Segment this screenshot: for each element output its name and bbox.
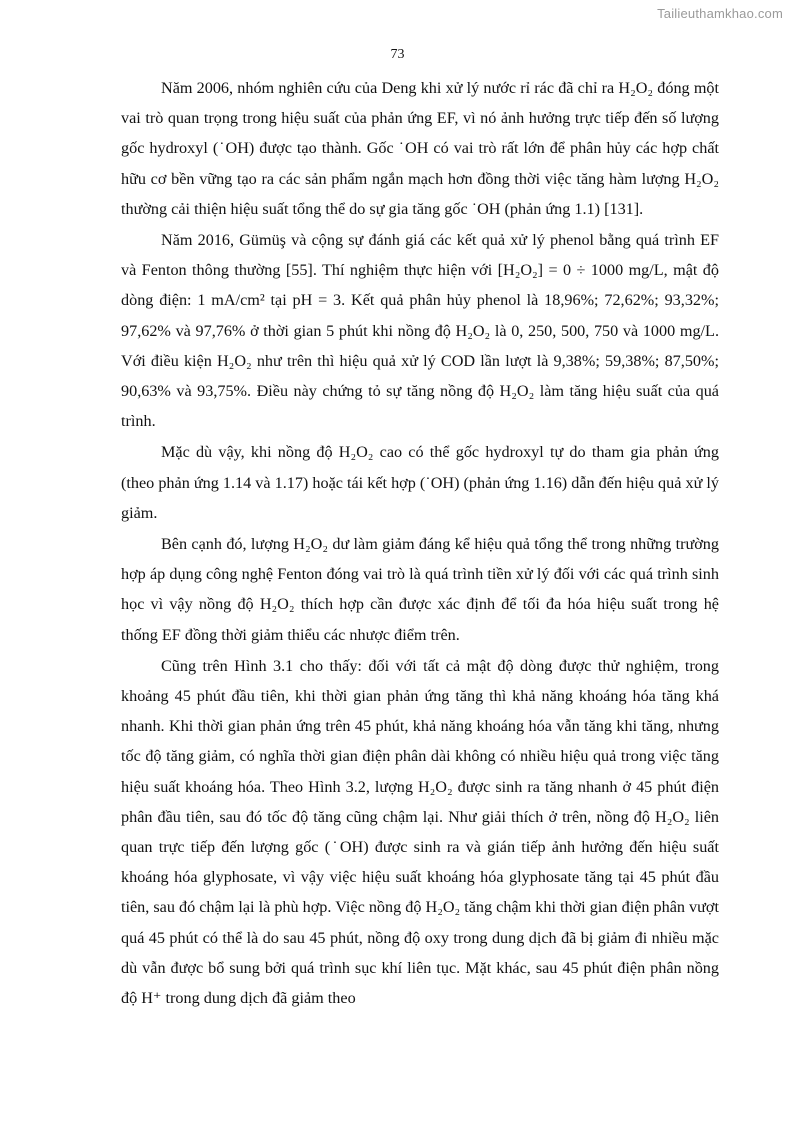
paragraph-figure-discussion: Cũng trên Hình 3.1 cho thấy: đối với tất cả mật độ dòng được thử nghiệm, trong khoảng 45 phút đầu tiên, khi thời gian phản ứng tăng thì khả năng khoáng hóa tăng khá nhanh. Khi thời gian phản ứng trên 45 phút, khả năng khoáng hóa vẫn tăng khi tăng, nhưng tốc độ tăng giảm, có nghĩa thời gian điện phân dài không có nhiều hiệu quả trong việc tăng hiệu suất khoáng hóa. Theo Hình 3.2, lượng H₂O₂ được sinh ra tăng nhanh ở 45 phút điện phân đầu tiên, sau đó tốc độ tăng cũng chậm lại. Như giải thích ở trên, nồng độ H₂O₂ liên quan trực tiếp đến lượng gốc (˙OH) được sinh ra và gián tiếp ảnh hưởng đến hiệu suất khoáng hóa glyphosate, vì vậy việc hiệu suất khoáng hóa glyphosate tăng tại 45 phút đầu tiên, sau đó chậm lại là phù hợp. Việc nồng độ H₂O₂ tăng chậm khi thời gian điện phân vượt quá 45 phút có thể là do sau 45 phút, nồng độ oxy trong dung dịch đã bị giảm đi nhiều mặc dù vẫn được bổ sung bởi quá trình sục khí liên tục. Mặt khác, sau 45 phút điện phân nồng độ H⁺ trong dung dịch đã giảm theo <box>121 656 719 1008</box>
watermark-text: Tailieuthamkhao.com <box>657 6 783 21</box>
paragraph-excess-h2o2: Bên cạnh đó, lượng H₂O₂ dư làm giảm đáng kể hiệu quả tổng thể trong những trường hợp áp dụng công nghệ Fenton đóng vai trò là quá trình tiền xử lý đối với các quá trình sinh học vì vậy nồng độ H₂O₂ thích hợp cần được xác định để tối đa hóa hiệu suất trong hệ thống EF đồng thời giảm thiểu các nhược điểm trên. <box>121 535 719 644</box>
document-body <box>121 73 719 1014</box>
page-number: 73 <box>390 47 405 62</box>
paragraph-high-h2o2: Mặc dù vậy, khi nồng độ H₂O₂ cao có thể gốc hydroxyl tự do tham gia phản ứng (theo phản ứng 1.14 và 1.17) hoặc tái kết hợp (˙OH) (phản ứng 1.16) dẫn đến hiệu quả xử lý giảm. <box>121 443 719 522</box>
paragraph-gumus-2016: Năm 2016, Gümüş và cộng sự đánh giá các kết quả xử lý phenol bằng quá trình EF và Fenton thông thường [55]. Thí nghiệm thực hiện với [H₂O₂] = 0 ÷ 1000 mg/L, mật độ dòng điện: 1 mA/cm² tại pH = 3. Kết quả phân hủy phenol là 18,96%; 72,62%; 93,32%; 97,62% và 97,76% ở thời gian 5 phút khi nồng độ H₂O₂ là 0, 250, 500, 750 và 1000 mg/L. Với điều kiện H₂O₂ như trên thì hiệu quả xử lý COD lần lượt là 9,38%; 59,38%; 87,50%; 90,63% và 93,75%. Điều này chứng tỏ sự tăng nồng độ H₂O₂ làm tăng hiệu suất của quá trình. <box>121 231 719 431</box>
paragraph-deng-2006: Năm 2006, nhóm nghiên cứu của Deng khi xử lý nước rỉ rác đã chỉ ra H₂O₂ đóng một vai trò quan trọng trong hiệu suất của phản ứng EF, vì nó ảnh hưởng trực tiếp đến số lượng gốc hydroxyl (˙OH) được tạo thành. Gốc ˙OH có vai trò rất lớn để phân hủy các hợp chất hữu cơ bền vững tạo ra các sản phẩm ngắn mạch hơn đồng thời việc tăng hàm lượng H₂O₂ thường cải thiện hiệu suất tổng thể do sự gia tăng gốc ˙OH (phản ứng 1.1) [131]. <box>121 79 719 218</box>
